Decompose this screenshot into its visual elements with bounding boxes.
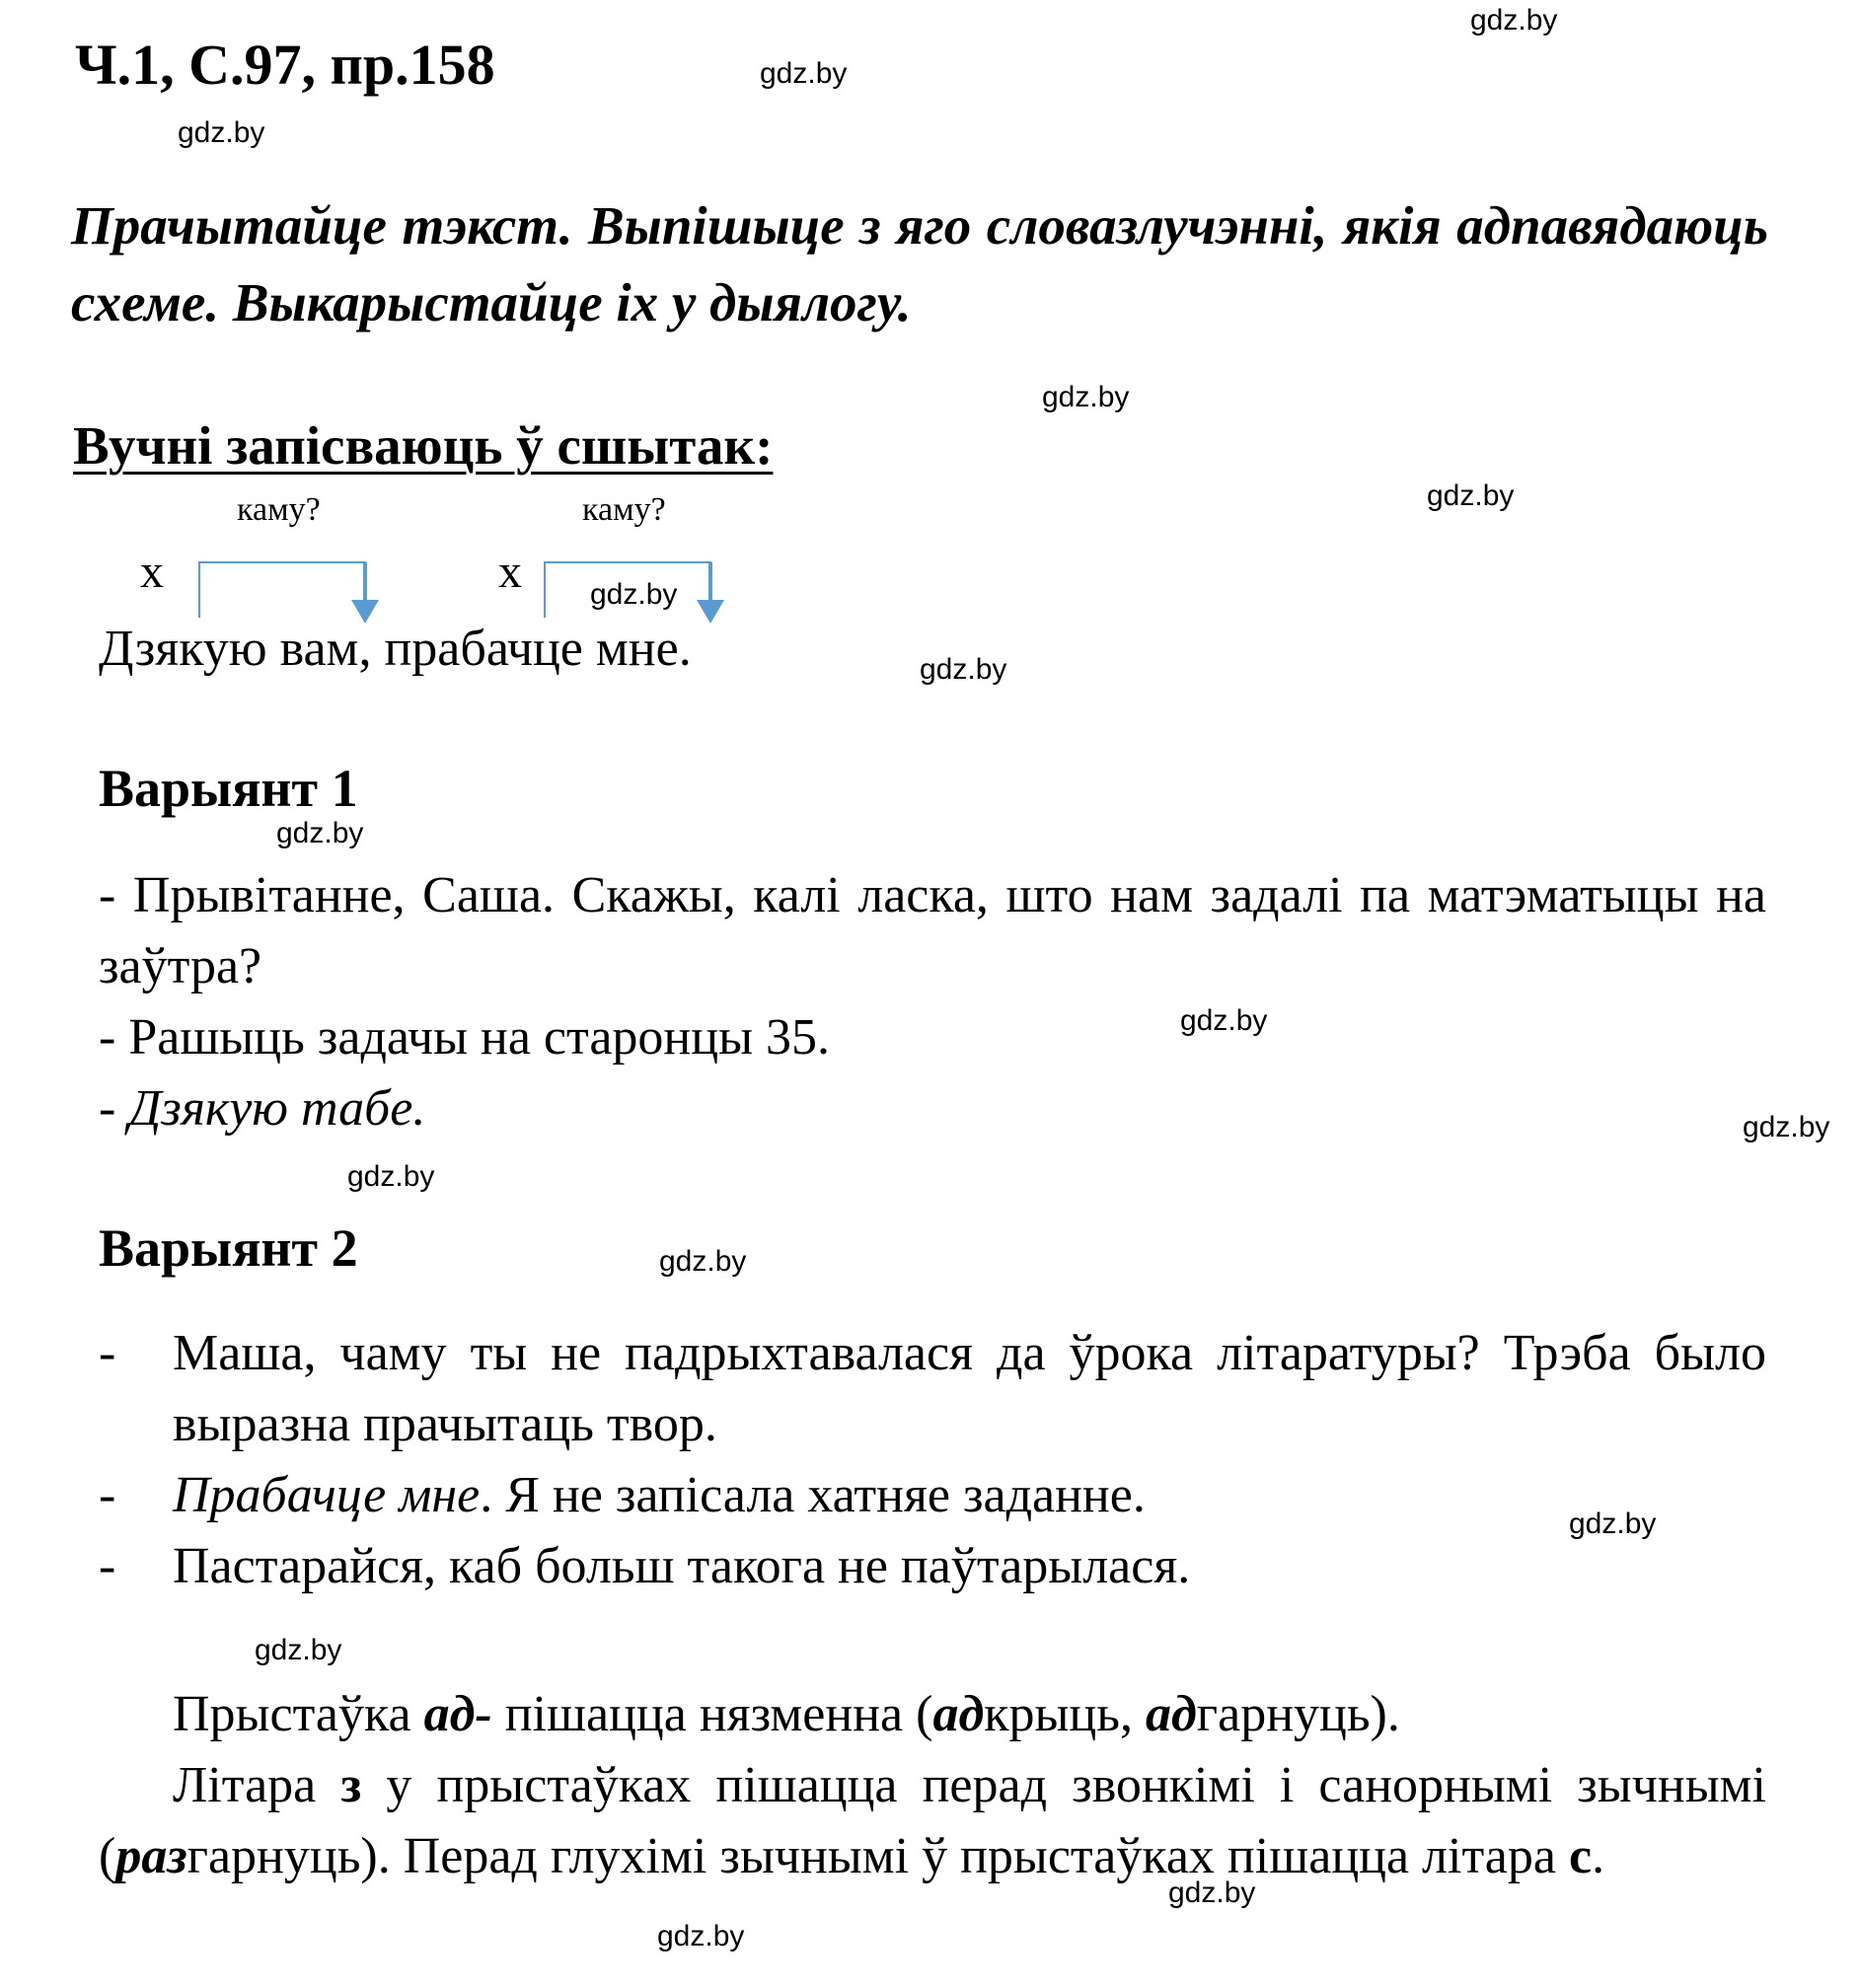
- variant1-line1: - Прывітанне, Саша. Скажы, калі ласка, што нам задалі па матэматыцы на заўтра?: [99, 867, 1766, 994]
- rule1-text-4: гарнуць).: [1196, 1686, 1400, 1742]
- variant2-line3-text: Пастарайся, каб больш такога не паўтарылася.: [173, 1538, 1191, 1594]
- rule-letter-z: [99, 1750, 1766, 1892]
- variant2-dash-1: -: [99, 1325, 116, 1381]
- watermark: gdz.by: [920, 653, 1007, 686]
- rule1-text-3: крыць,: [984, 1686, 1146, 1742]
- variant1-heading: Варыянт 1: [99, 759, 358, 818]
- rule1-bold-3: ад: [1145, 1686, 1197, 1742]
- variant1-line3-italic: Дзякую табе.: [128, 1080, 426, 1137]
- watermark: gdz.by: [657, 1920, 745, 1952]
- watermark: gdz.by: [1180, 1004, 1268, 1037]
- rule2-text-3: гарнуць). Перад глухімі зычнымі ў прыстаўках пішацца літара: [186, 1828, 1569, 1884]
- watermark: gdz.by: [255, 1634, 342, 1666]
- schema-head-word-1: х: [140, 546, 164, 598]
- watermark: gdz.by: [1470, 4, 1558, 37]
- watermark: gdz.by: [1569, 1508, 1657, 1540]
- rule1-bold-1: ад-: [423, 1686, 492, 1742]
- watermark: gdz.by: [1427, 479, 1515, 512]
- watermark: gdz.by: [276, 817, 364, 849]
- watermark: gdz.by: [1042, 381, 1130, 413]
- rule1-text-1: Прыстаўка: [173, 1686, 424, 1742]
- variant2-dash-2: -: [99, 1467, 116, 1523]
- variant2-dash-3: -: [99, 1538, 116, 1594]
- rule2-bold-1: з: [340, 1757, 362, 1813]
- variant1-line3-dash: -: [99, 1080, 116, 1137]
- variant1-line2: - Рашыць задачы на старонцы 35.: [99, 1009, 831, 1066]
- watermark: gdz.by: [760, 57, 848, 90]
- watermark: gdz.by: [659, 1245, 747, 1278]
- watermark: gdz.by: [1743, 1111, 1830, 1143]
- variant2-line1-text: Маша, чаму ты не падрыхтавалася да ўрока літаратуры? Трэба было выразна прачытаць твор.: [173, 1325, 1766, 1452]
- variant2-line2-rest: . Я не запісала хатняе заданне.: [480, 1467, 1146, 1523]
- watermark: gdz.by: [590, 578, 678, 611]
- rule2-text-2: у прыстаўках пішацца перад звонкімі і санорнымі зычнымі (: [99, 1757, 1767, 1884]
- watermark: gdz.by: [1168, 1877, 1256, 1909]
- variant2-line3: [99, 1531, 1766, 1602]
- task-instruction: Прачытайце тэкст. Выпішыце з яго словазлучэнні, якія адпавядаюць схеме. Выкарыстайце іх у дыялогу.: [71, 195, 1768, 332]
- rule2-text-1: Літара: [173, 1757, 341, 1813]
- variant2-line2: [99, 1460, 1766, 1531]
- phrases-answer: Дзякую вам, прабачце мне.: [99, 621, 692, 677]
- schema-question-2: каму?: [582, 491, 666, 528]
- variant2-line1: [99, 1318, 1766, 1460]
- variant2-line2-italic: Прабачце мне: [173, 1467, 481, 1523]
- schema-bracket-1: [199, 562, 365, 618]
- page-title: Ч.1, С.97, пр.158: [75, 33, 495, 97]
- schema-head-word-2: х: [498, 546, 522, 598]
- schema-arrowhead-2: [697, 600, 724, 624]
- rule1-text-2: пішацца нязменна (: [491, 1686, 933, 1742]
- variant1-line3: [99, 1073, 425, 1144]
- rule2-text-4: .: [1592, 1828, 1605, 1884]
- watermark: gdz.by: [178, 116, 265, 149]
- watermark: gdz.by: [347, 1160, 435, 1193]
- variant2-heading: Варыянт 2: [99, 1218, 358, 1278]
- subheading: Вучні запісваюць ў сшытак:: [73, 415, 774, 476]
- rule2-bold-3: с: [1568, 1828, 1593, 1884]
- schema-question-1: каму?: [237, 491, 321, 528]
- rule1-bold-2: ад: [932, 1686, 985, 1742]
- rule-prefix-ad: [99, 1679, 1766, 1750]
- rule2-bold-2: раз: [115, 1828, 187, 1884]
